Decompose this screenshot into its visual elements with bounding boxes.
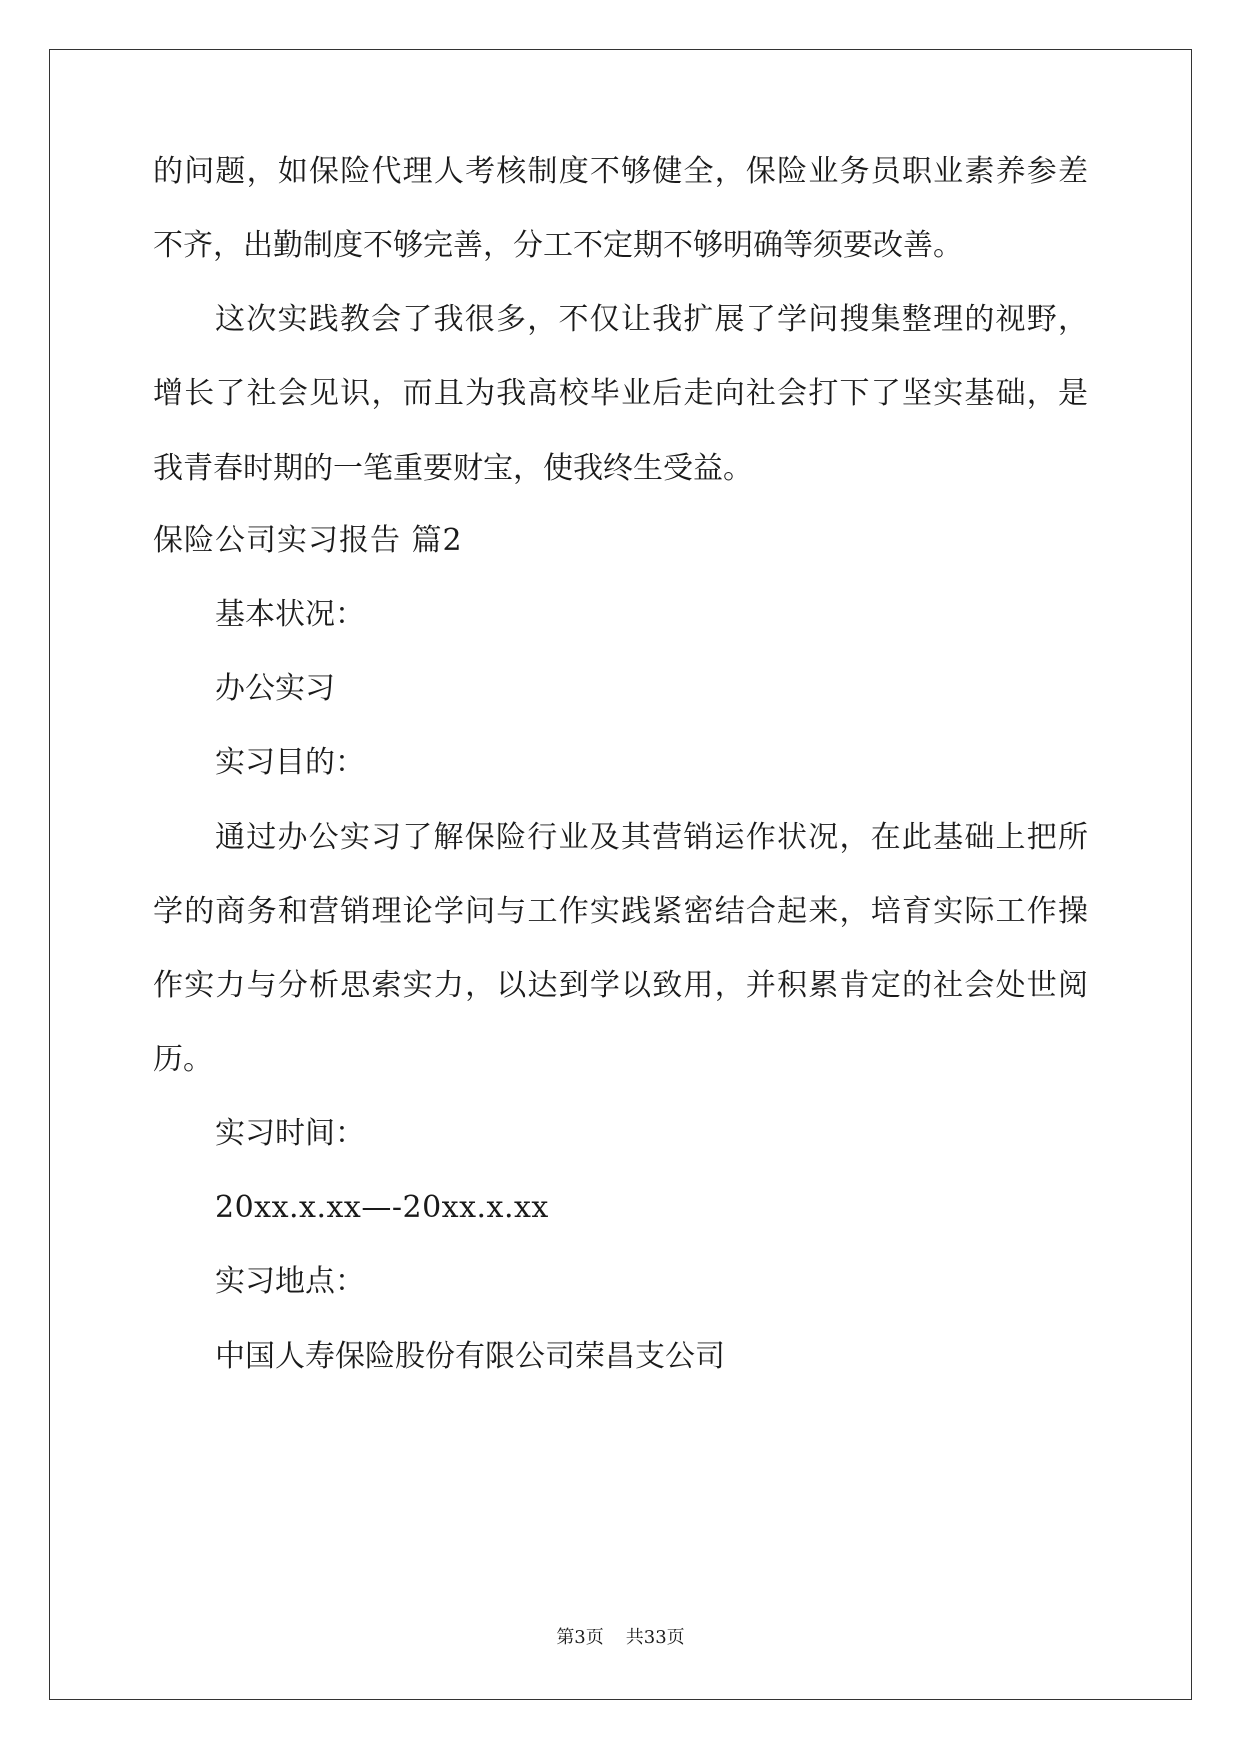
page-footer bbox=[0, 1626, 1241, 1650]
paragraph-line: 实习目的： bbox=[215, 745, 365, 780]
paragraph-line: 实习地点： bbox=[215, 1264, 365, 1299]
paragraph-line: 历。 bbox=[153, 1042, 213, 1077]
paragraph-line: 办公实习 bbox=[215, 671, 335, 706]
paragraph-line: 这次实践教会了我很多，不仅让我扩展了学问搜集整理的视野， bbox=[215, 302, 1088, 337]
section-heading: 保险公司实习报告 篇2 bbox=[153, 523, 463, 558]
paragraph-line: 作实力与分析思索实力，以达到学以致用，并积累肯定的社会处世阅 bbox=[153, 968, 1088, 1003]
paragraph-line: 学的商务和营销理论学问与工作实践紧密结合起来，培育实际工作操 bbox=[153, 894, 1088, 929]
date-range: 20xx.x.xx—-20xx.x.xx bbox=[215, 1190, 549, 1225]
page-border bbox=[49, 49, 1192, 1700]
paragraph-line: 增长了社会见识，而且为我高校毕业后走向社会打下了坚实基础，是 bbox=[153, 376, 1088, 411]
paragraph-line: 实习时间： bbox=[215, 1116, 365, 1151]
page-total: 共33页 bbox=[625, 1627, 685, 1648]
paragraph-line: 我青春时期的一笔重要财宝，使我终生受益。 bbox=[153, 451, 753, 486]
paragraph-line: 基本状况： bbox=[215, 597, 365, 632]
paragraph-line: 通过办公实习了解保险行业及其营销运作状况，在此基础上把所 bbox=[215, 820, 1088, 855]
paragraph-line: 不齐，出勤制度不够完善，分工不定期不够明确等须要改善。 bbox=[153, 228, 963, 263]
paragraph-line: 中国人寿保险股份有限公司荣昌支公司 bbox=[215, 1339, 725, 1374]
page-number: 第3页 bbox=[556, 1627, 604, 1648]
paragraph-line: 的问题，如保险代理人考核制度不够健全，保险业务员职业素养参差 bbox=[153, 154, 1088, 189]
